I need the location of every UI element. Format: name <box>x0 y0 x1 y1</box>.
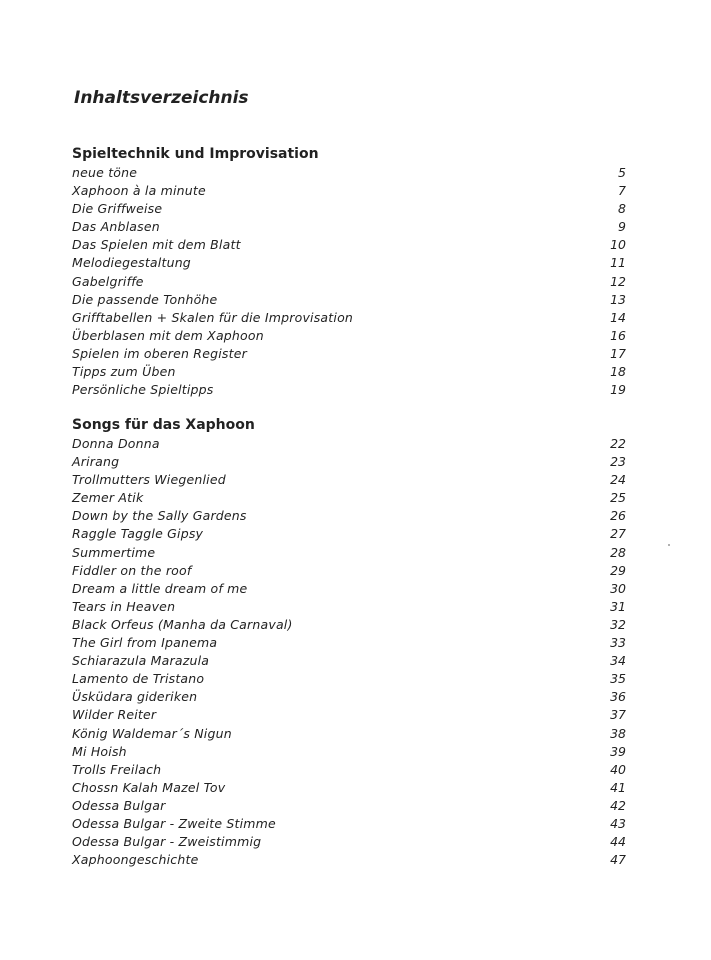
toc-entry <box>72 327 626 345</box>
toc-entry-label: Dream a little dream of me <box>72 580 248 596</box>
toc-entry <box>72 616 626 634</box>
toc-entry-page-number: 40 <box>610 761 626 777</box>
toc-section-songs <box>72 415 626 869</box>
toc-entry-page-number: 41 <box>610 779 626 795</box>
toc-entry-label: Üsküdara gideriken <box>72 689 198 705</box>
toc-entry-label: Xaphoongeschichte <box>72 852 199 868</box>
toc-entry-page-number: 5 <box>618 165 626 180</box>
toc-entry-page-number: 19 <box>610 382 626 398</box>
toc-entry-label: Überblasen mit dem Xaphoon <box>72 327 264 343</box>
section-heading: Songs für das Xaphoon <box>72 417 255 433</box>
toc-entry-page-number: 9 <box>618 219 626 235</box>
toc-entry <box>72 580 626 598</box>
toc-entry-page-number: 39 <box>610 743 626 759</box>
toc-entry <box>72 525 626 543</box>
toc-entry <box>72 471 626 489</box>
toc-entry-label: Odessa Bulgar - Zweite Stimme <box>72 815 276 831</box>
toc-entry-label: Das Spielen mit dem Blatt <box>72 237 241 253</box>
toc-entry-label: Trollmutters Wiegenlied <box>72 472 226 488</box>
toc-entry-page-number: 29 <box>610 562 626 578</box>
toc-entry-label: Mi Hoish <box>72 743 127 759</box>
toc-entry <box>72 851 626 869</box>
toc-entry <box>72 761 626 779</box>
toc-entry-label: The Girl from Ipanema <box>72 635 218 651</box>
toc-entry-label: Melodiegestaltung <box>72 255 191 271</box>
toc-entry-label: König Waldemar´s Nigun <box>72 725 232 741</box>
toc-entry-page-number: 11 <box>610 255 626 271</box>
toc-entry <box>72 182 626 200</box>
toc-entry-page-number: 13 <box>610 291 626 307</box>
toc-entry-page-number: 38 <box>610 725 626 741</box>
toc-entry <box>72 598 626 616</box>
toc-entry-page-number: 22 <box>610 436 626 451</box>
toc-entry <box>72 833 626 851</box>
toc-entry-page-number: 24 <box>610 472 626 488</box>
toc-entry <box>72 489 626 507</box>
page-title: Inhaltsverzeichnis <box>74 88 249 108</box>
toc-entry <box>72 345 626 363</box>
toc-entry-label: Die passende Tonhöhe <box>72 291 218 307</box>
toc-entry-label: Raggle Taggle Gipsy <box>72 526 204 542</box>
toc-entry-label: Down by the Sally Gardens <box>72 508 247 524</box>
toc-entry <box>72 544 626 562</box>
toc-entry <box>72 164 626 182</box>
toc-entry-page-number: 31 <box>610 598 626 614</box>
toc-entry-page-number: 36 <box>610 689 626 705</box>
toc-entry-label: Lamento de Tristano <box>72 671 205 687</box>
toc-entry-label: Persönliche Spieltipps <box>72 382 214 398</box>
toc-entry <box>72 218 626 236</box>
toc-entry <box>72 634 626 652</box>
toc-entry-page-number: 27 <box>610 526 626 542</box>
toc-entry-label: Spielen im oberen Register <box>72 345 247 361</box>
toc-section-spieltechnik <box>72 144 626 399</box>
toc-entry <box>72 779 626 797</box>
toc-entry-list <box>72 435 626 869</box>
toc-entry-page-number: 30 <box>610 580 626 596</box>
toc-entry-label: Die Griffweise <box>72 201 163 217</box>
toc-entry <box>72 381 626 399</box>
toc-entry-label: neue töne <box>72 165 138 180</box>
toc-entry <box>72 291 626 309</box>
toc-entry-page-number: 34 <box>610 653 626 669</box>
toc-entry-page-number: 12 <box>610 273 626 289</box>
toc-entry <box>72 562 626 580</box>
toc-entry <box>72 236 626 254</box>
toc-entry-page-number: 35 <box>610 671 626 687</box>
toc-entry-page-number: 44 <box>610 834 626 850</box>
scan-speck <box>668 544 670 546</box>
toc-entry-label: Tipps zum Üben <box>72 364 176 380</box>
toc-entry <box>72 435 626 453</box>
toc-entry-page-number: 37 <box>610 707 626 723</box>
toc-entry-label: Donna Donna <box>72 436 160 451</box>
toc-entry <box>72 363 626 381</box>
toc-entry-page-number: 42 <box>610 797 626 813</box>
toc-entry-page-number: 26 <box>610 508 626 524</box>
toc-entry <box>72 725 626 743</box>
toc-entry <box>72 688 626 706</box>
toc-entry-page-number: 16 <box>610 327 626 343</box>
toc-entry <box>72 254 626 272</box>
toc-entry <box>72 743 626 761</box>
toc-entry-page-number: 7 <box>618 183 626 199</box>
toc-entry-label: Trolls Freilach <box>72 761 162 777</box>
toc-entry-label: Schiarazula Marazula <box>72 653 210 669</box>
toc-entry-label: Summertime <box>72 544 156 560</box>
toc-entry <box>72 652 626 670</box>
toc-entry-label: Xaphoon à la minute <box>72 183 206 199</box>
toc-entry-label: Arirang <box>72 454 120 470</box>
toc-entry-page-number: 8 <box>618 201 626 217</box>
toc-entry-page-number: 32 <box>610 616 626 632</box>
toc-entry-list <box>72 164 626 399</box>
toc-entry-page-number: 23 <box>610 454 626 470</box>
toc-entry-label: Das Anblasen <box>72 219 160 235</box>
toc-entry-label: Tears in Heaven <box>72 598 176 614</box>
toc-entry <box>72 309 626 327</box>
section-heading: Spieltechnik und Improvisation <box>72 146 319 162</box>
toc-entry <box>72 815 626 833</box>
toc-entry-label: Fiddler on the roof <box>72 562 192 578</box>
toc-entry-label: Black Orfeus (Manha da Carnaval) <box>72 616 293 632</box>
toc-entry-label: Zemer Atik <box>72 490 144 506</box>
toc-entry <box>72 797 626 815</box>
toc-entry <box>72 200 626 218</box>
toc-entry-page-number: 14 <box>610 309 626 325</box>
toc-entry-label: Gabelgriffe <box>72 273 144 289</box>
toc-entry-label: Odessa Bulgar - Zweistimmig <box>72 834 262 850</box>
toc-entry <box>72 507 626 525</box>
toc-entry-page-number: 28 <box>610 544 626 560</box>
toc-entry-label: Grifftabellen + Skalen für die Improvisation <box>72 309 354 325</box>
toc-entry-label: Chossn Kalah Mazel Tov <box>72 779 226 795</box>
toc-entry-label: Wilder Reiter <box>72 707 157 723</box>
toc-entry-page-number: 10 <box>610 237 626 253</box>
toc-entry-label: Odessa Bulgar <box>72 797 166 813</box>
toc-entry-page-number: 33 <box>610 635 626 651</box>
toc-entry-page-number: 47 <box>610 852 626 868</box>
toc-entry <box>72 670 626 688</box>
toc-entry <box>72 453 626 471</box>
toc-entry <box>72 706 626 724</box>
toc-entry-page-number: 25 <box>610 490 626 506</box>
toc-entry-page-number: 43 <box>610 815 626 831</box>
toc-entry-page-number: 17 <box>610 345 626 361</box>
toc-entry <box>72 273 626 291</box>
toc-entry-page-number: 18 <box>610 364 626 380</box>
